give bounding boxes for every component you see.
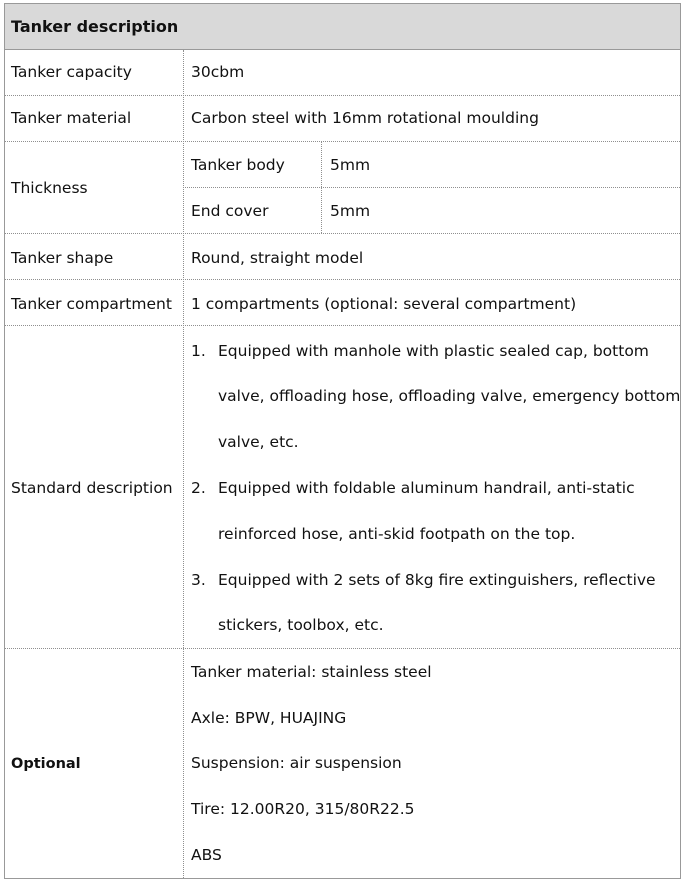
list-item-line: Equipped with foldable aluminum handrail, anti-static — [218, 479, 635, 497]
thickness-part: Tanker body — [191, 156, 285, 174]
thickness-value: 5mm — [330, 202, 371, 220]
optional-item: ABS — [191, 846, 222, 864]
table-title: Tanker description — [11, 17, 179, 36]
row-divider — [5, 279, 680, 280]
material-value: Carbon steel with 16mm rotational moulding — [191, 109, 539, 127]
optional-item: Tire: 12.00R20, 315/80R22.5 — [191, 800, 415, 818]
optional-item: Tanker material: stainless steel — [191, 663, 432, 681]
column-divider — [321, 141, 322, 233]
optional-label: Optional — [11, 756, 81, 772]
list-number: 3. — [191, 571, 206, 589]
list-item-line: valve, etc. — [218, 433, 299, 451]
material-label: Tanker material — [11, 109, 132, 127]
list-item-line: Equipped with manhole with plastic sealed cap, bottom — [218, 342, 649, 360]
row-divider — [5, 95, 680, 96]
row-divider — [5, 648, 680, 649]
shape-value: Round, straight model — [191, 249, 364, 267]
list-item-line: Equipped with 2 sets of 8kg fire extinguishers, reflective — [218, 571, 656, 589]
list-item-line: stickers, toolbox, etc. — [218, 616, 384, 634]
standard-label: Standard description — [11, 479, 173, 497]
thickness-value: 5mm — [330, 156, 371, 174]
capacity-value: 30cbm — [191, 63, 245, 81]
row-divider — [5, 141, 680, 142]
row-divider — [5, 233, 680, 234]
list-item-line: reinforced hose, anti-skid footpath on the top. — [218, 525, 576, 543]
list-number: 1. — [191, 342, 206, 360]
compartment-value: 1 compartments (optional: several compartment) — [191, 295, 577, 313]
shape-label: Tanker shape — [11, 249, 114, 267]
row-divider — [5, 325, 680, 326]
optional-item: Axle: BPW, HUAJING — [191, 709, 347, 727]
row-divider — [183, 187, 680, 188]
optional-item: Suspension: air suspension — [191, 754, 402, 772]
list-item-line: valve, offloading hose, offloading valve, emergency bottom — [218, 387, 681, 405]
thickness-label: Thickness — [11, 179, 88, 197]
thickness-part: End cover — [191, 202, 269, 220]
column-divider — [183, 50, 184, 878]
table-header — [5, 4, 680, 50]
list-number: 2. — [191, 479, 206, 497]
tanker-spec-table — [4, 3, 681, 879]
compartment-label: Tanker compartment — [11, 295, 172, 313]
capacity-label: Tanker capacity — [11, 63, 132, 81]
